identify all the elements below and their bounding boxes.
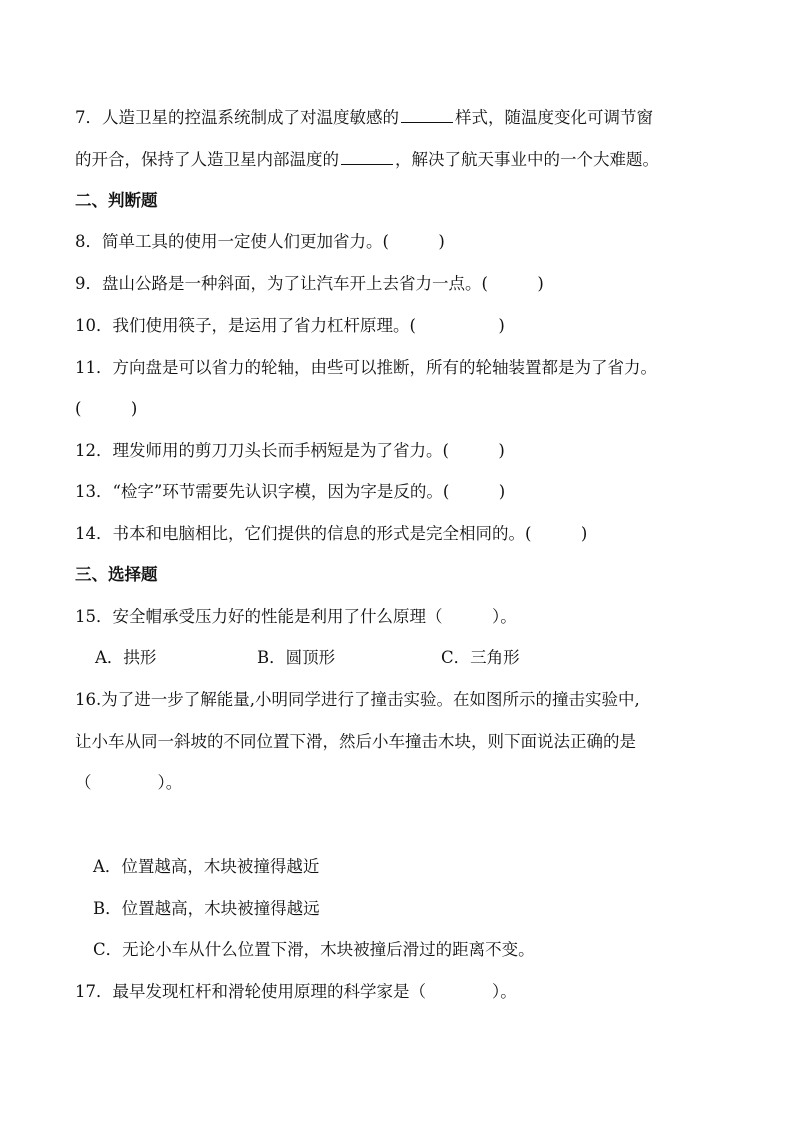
question-16-option-c[interactable]: C．无论小车从什么位置下滑，木块被撞后滑过的距离不变。 bbox=[93, 940, 535, 959]
question-11-line-1: 11．方向盘是可以省力的轮轴，由些可以推断，所有的轮轴装置都是为了省力。 bbox=[75, 358, 657, 377]
question-7-text-a: 7．人造卫星的控温系统制成了对温度敏感的 bbox=[75, 108, 399, 127]
question-16-line-3: （ ）。 bbox=[75, 773, 183, 792]
question-10: 10．我们使用筷子，是运用了省力杠杆原理。( ) bbox=[75, 316, 505, 335]
question-7-line-1 bbox=[75, 106, 754, 130]
question-8: 8．简单工具的使用一定使人们更加省力。( ) bbox=[75, 232, 445, 251]
fill-blank-1[interactable] bbox=[401, 106, 453, 123]
question-16-option-b[interactable]: B．位置越高，木块被撞得越远 bbox=[93, 899, 320, 918]
question-7-text-d: ，解决了航天事业中的一个大难题。 bbox=[395, 150, 659, 169]
section-heading-choice: 三、选择题 bbox=[75, 565, 158, 584]
question-16-option-a[interactable]: A．位置越高，木块被撞得越近 bbox=[93, 857, 320, 876]
question-15: 15．安全帽承受压力好的性能是利用了什么原理（ ）。 bbox=[75, 607, 517, 626]
question-17: 17．最早发现杠杆和滑轮使用原理的科学家是（ ）。 bbox=[75, 982, 517, 1001]
question-15-option-a[interactable]: A．拱形 bbox=[95, 648, 157, 667]
question-7-text-c: 的开合，保持了人造卫星内部温度的 bbox=[75, 150, 339, 169]
question-13: 13．“检字”环节需要先认识字模，因为字是反的。( ) bbox=[75, 482, 506, 501]
question-15-option-c[interactable]: C．三角形 bbox=[441, 648, 520, 667]
question-14: 14．书本和电脑相比，它们提供的信息的形式是完全相同的。( ) bbox=[75, 524, 588, 543]
fill-blank-2[interactable] bbox=[341, 148, 393, 165]
question-16-line-1: 16.为了进一步了解能量,小明同学进行了撞击实验。在如图所示的撞击实验中, bbox=[75, 690, 640, 709]
question-9: 9．盘山公路是一种斜面，为了让汽车开上去省力一点。( ) bbox=[75, 274, 544, 293]
question-15-option-b[interactable]: B．圆顶形 bbox=[257, 648, 336, 667]
section-heading-judgment: 二、判断题 bbox=[75, 191, 158, 210]
question-7-text-b: 样式，随温度变化可调节窗 bbox=[455, 108, 653, 127]
question-11-line-2: ( ) bbox=[75, 399, 138, 418]
question-16-line-2: 让小车从同一斜坡的不同位置下滑，然后小车撞击木块，则下面说法正确的是 bbox=[75, 732, 636, 751]
question-12: 12．理发师用的剪刀刀头长而手柄短是为了省力。( ) bbox=[75, 441, 505, 460]
question-7-line-2 bbox=[75, 148, 754, 172]
